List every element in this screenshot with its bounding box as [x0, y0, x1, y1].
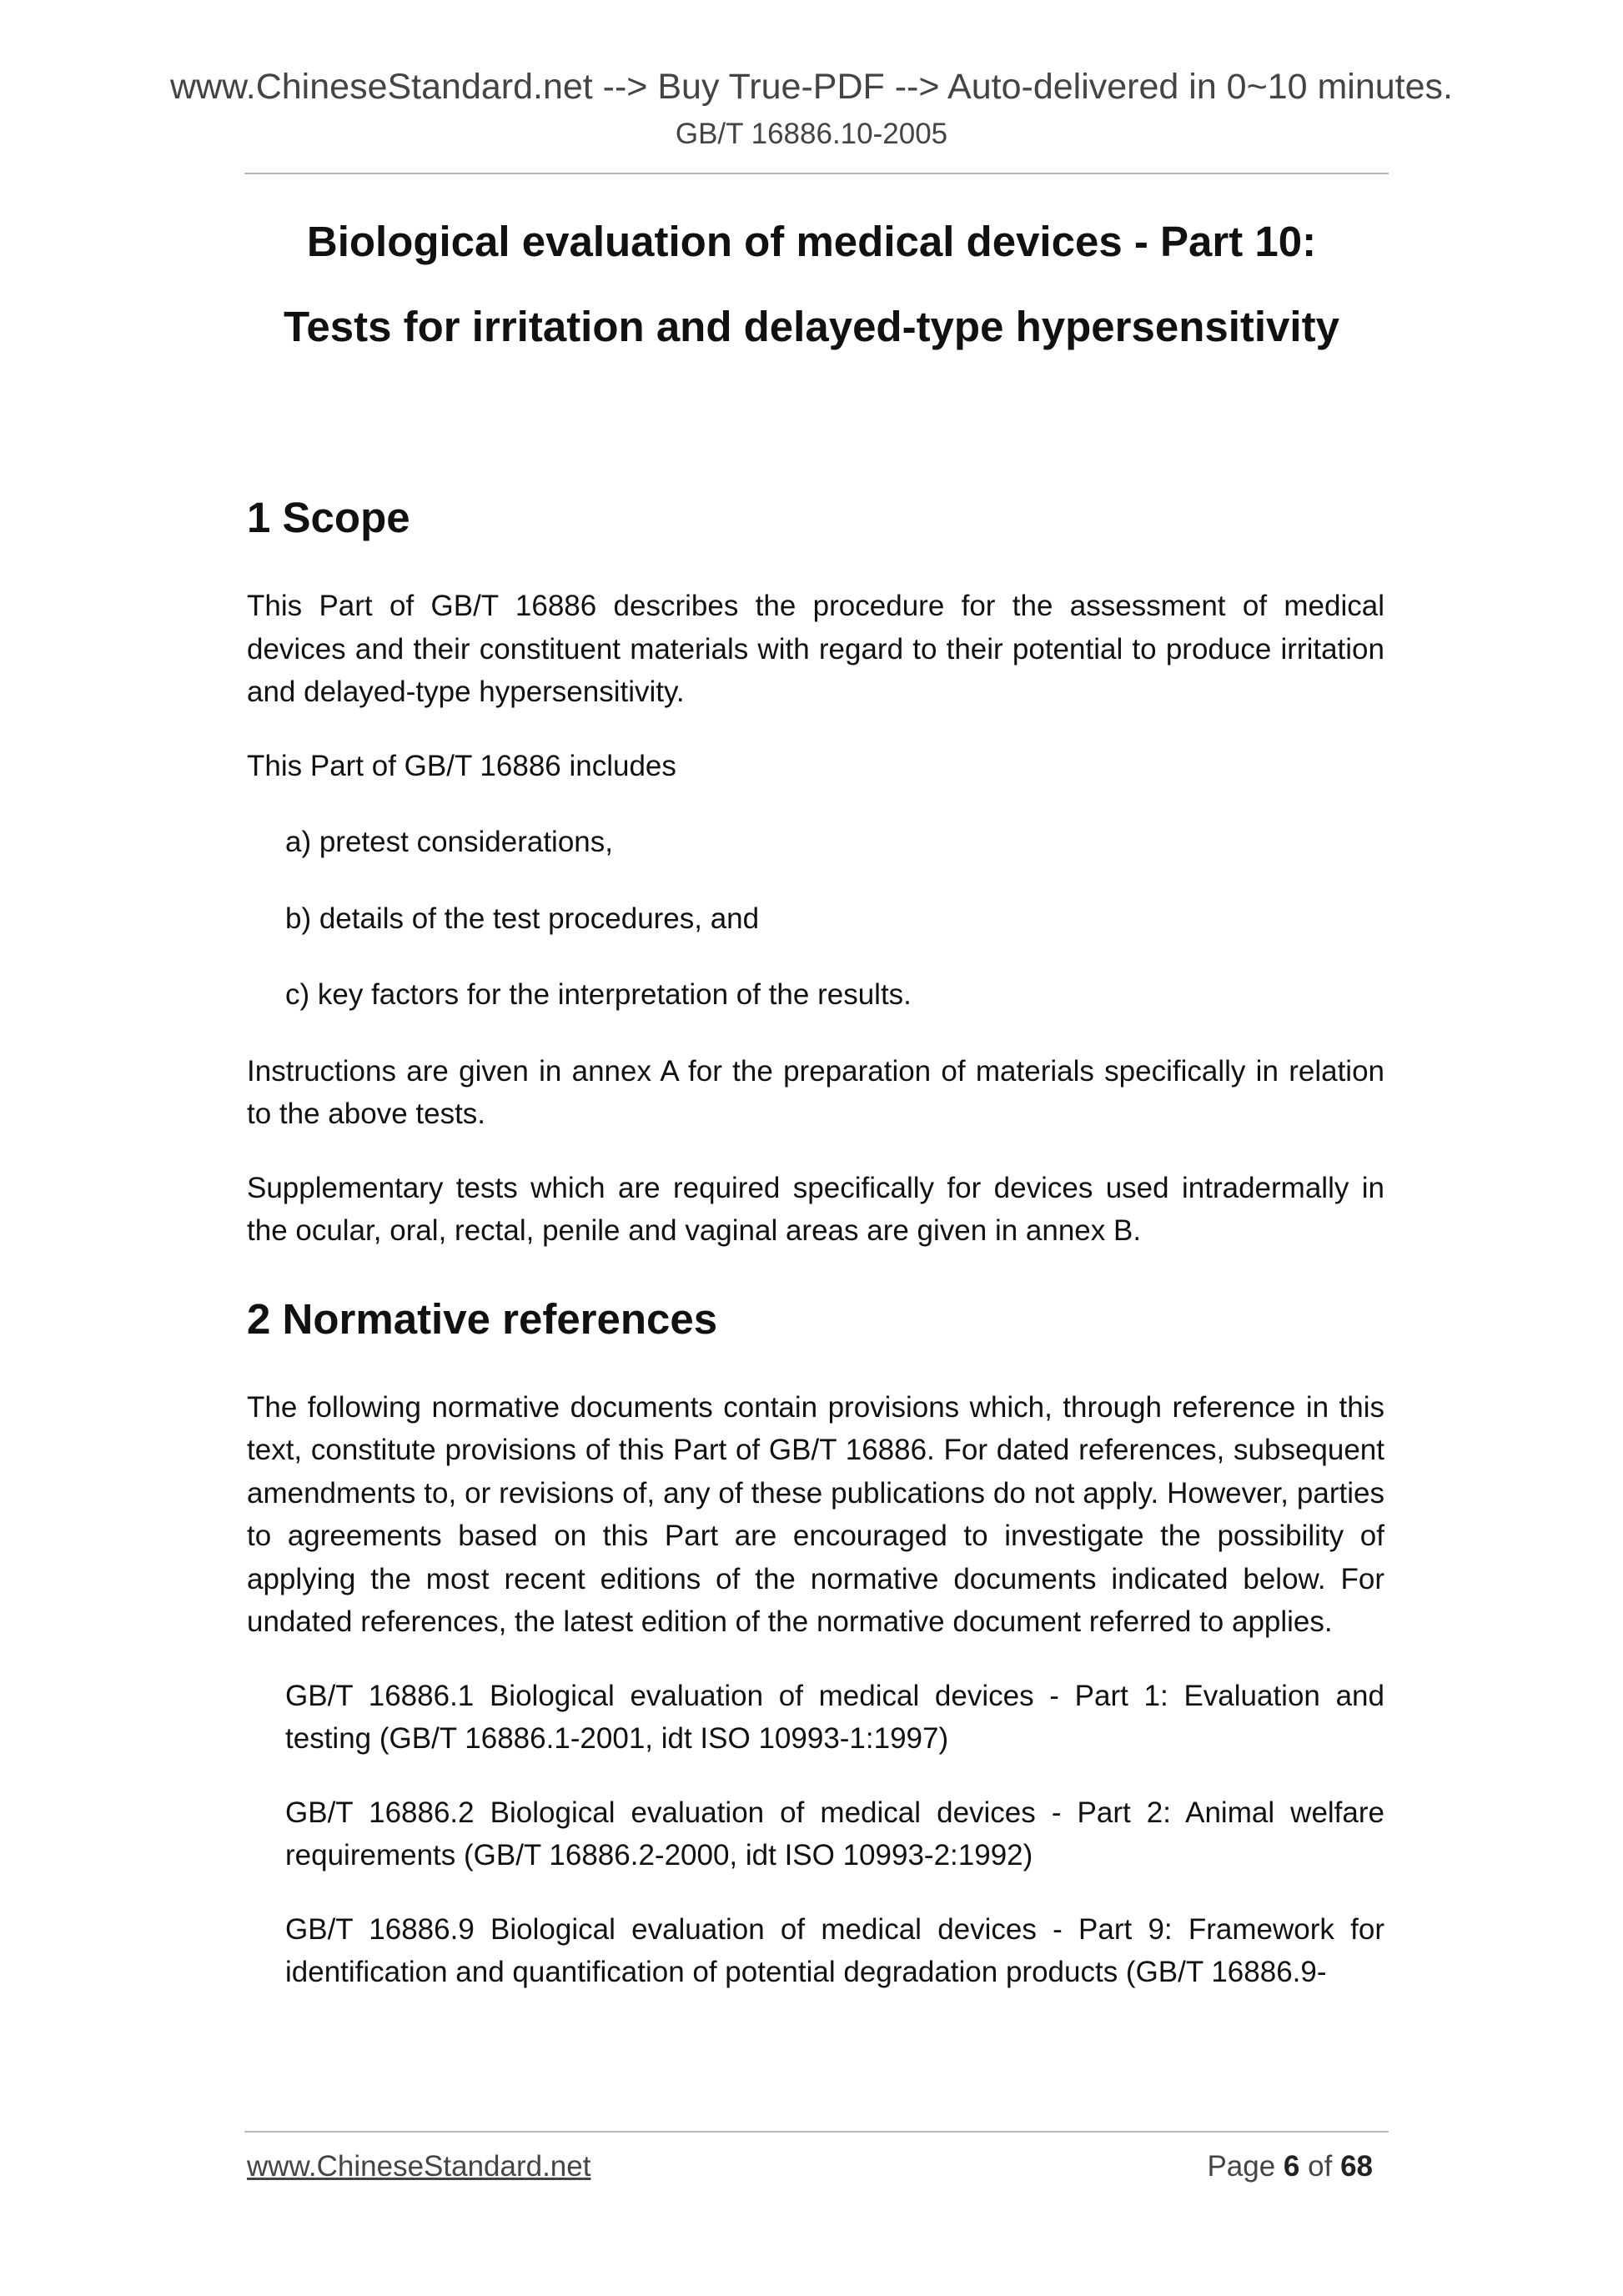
document-id: GB/T 16886.10-2005 [675, 118, 948, 150]
scope-paragraph-3: Instructions are given in annex A for the preparation of materials specifically in relation to the above tests. [247, 1054, 1384, 1130]
scope-paragraph-4: Supplementary tests which are required specifically for devices used intradermally in the ocular, oral, rectal, penile and vaginal areas are given in annex B. [247, 1171, 1384, 1247]
scope-paragraph-2: This Part of GB/T 16886 includes [247, 749, 676, 782]
list-item: c) key factors for the interpretation of the results. [285, 978, 912, 1011]
list-item: b) details of the test procedures, and [285, 902, 760, 935]
top-banner[interactable]: www.ChineseStandard.net --> Buy True-PDF --> Auto-delivered in 0~10 minutes. [169, 67, 1453, 107]
references-paragraph: The following normative documents contain provisions which, through reference in this text, constitute provisions of this Part of GB/T 16886. For dated references, subsequent amendments to, or revisions of, any of these publications do not apply. However, parties to agreements based on this Part are encouraged to investigate the possibility of applying the most recent editions of the normative documents indicated below. For undated references, the latest edition of the normative document referred to applies. [247, 1390, 1384, 1638]
reference-item: GB/T 16886.1 Biological evaluation of medical devices - Part 1: Evaluation and testing (GB/T 16886.1-2001, idt ISO 10993-1:1997) [285, 1679, 1384, 1755]
scope-paragraph-1: This Part of GB/T 16886 describes the procedure for the assessment of medical devices and their constituent materials with regard to their potential to produce irritation and delayed-type hypersensitivity. [247, 590, 1384, 708]
list-item: a) pretest considerations, [285, 826, 613, 858]
page-prefix: Page [1207, 2150, 1276, 2183]
reference-item: GB/T 16886.2 Biological evaluation of medical devices - Part 2: Animal welfare requirements (GB/T 16886.2-2000, idt ISO 10993-2:1992) [285, 1796, 1384, 1871]
footer-website-link[interactable]: www.ChineseStandard.net [247, 2150, 591, 2183]
page-number [1207, 2148, 1373, 2185]
total-pages: 68 [1340, 2150, 1373, 2183]
section-heading-scope: 1 Scope [247, 494, 410, 541]
reference-item: GB/T 16886.9 Biological evaluation of medical devices - Part 9: Framework for identification and quantification of potential degradation products (GB/T 16886.9- [285, 1912, 1384, 1988]
document-title-line-1: Biological evaluation of medical devices - Part 10: [306, 218, 1317, 265]
footer-divider [244, 2131, 1389, 2133]
document-title-line-2: Tests for irritation and delayed-type hypersensitivity [284, 303, 1339, 350]
section-heading-normative-references: 2 Normative references [247, 1294, 718, 1343]
document-body [247, 492, 1384, 1994]
current-page: 6 [1283, 2150, 1300, 2183]
page-of: of [1308, 2150, 1333, 2183]
header-divider [244, 173, 1389, 174]
